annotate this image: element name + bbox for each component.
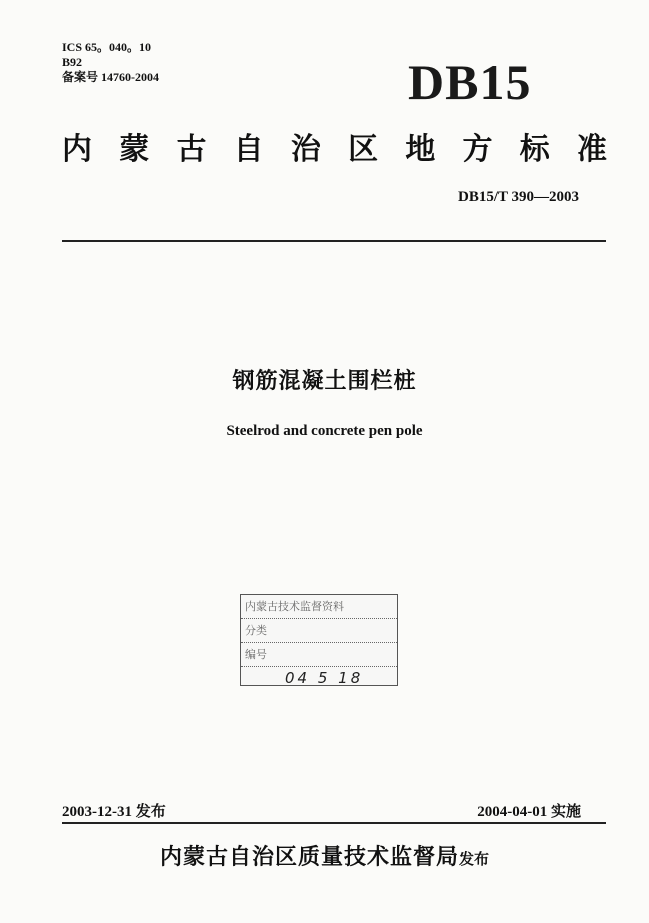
org-title-char: 内 [62,132,92,167]
stamp-row [241,643,397,667]
stamp-row [241,595,397,619]
stamp-category-label: 分类 [245,624,267,637]
org-title-char: 标 [519,132,550,167]
org-title [62,130,607,170]
issuing-authority [0,840,649,871]
issue-date: 2003-12-31 发布 [62,804,166,820]
stamp-row [241,667,397,690]
stamp-date: 04 5 18 [285,669,364,687]
org-title-char: 方 [462,132,493,167]
filing-number: 备案号 14760-2004 [62,70,159,84]
stamp-row [241,619,397,643]
org-title-char: 蒙 [119,132,150,167]
top-divider [62,240,606,242]
classification-code: B92 [62,55,83,69]
org-title-char: 准 [576,132,607,167]
standard-code-logo: DB15 [408,54,532,110]
bottom-divider [62,822,606,824]
issuer-suffix: 发布 [459,850,490,868]
effective-date: 2004-04-01 实施 [477,804,581,820]
standard-number: DB15/T 390—2003 [458,189,579,205]
stamp-number-label: 编号 [245,648,267,661]
ics-code: ICS 65。040。10 [62,40,152,54]
org-title-char: 古 [176,132,207,167]
document-title-cn: 钢筋混凝土围栏桩 [232,369,417,394]
org-title-char: 治 [290,132,321,167]
org-title-char: 区 [348,132,379,167]
stamp-header: 内蒙古技术监督资料 [245,600,344,613]
archive-stamp [240,594,398,686]
org-title-char: 自 [233,132,264,167]
org-title-char: 地 [405,132,436,167]
issuer-name: 内蒙古自治区质量技术监督局 [159,845,459,870]
document-title-en: Steelrod and concrete pen pole [226,423,423,439]
document-metadata [62,40,159,85]
